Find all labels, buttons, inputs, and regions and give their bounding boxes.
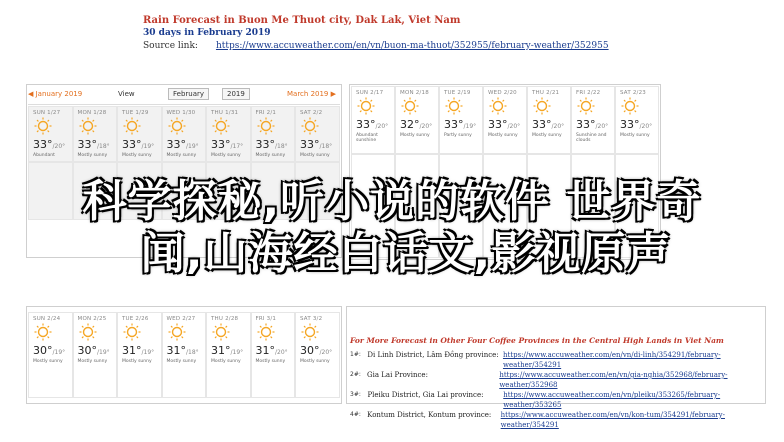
item-name: Gia Lai Province:: [367, 371, 428, 379]
day-cell[interactable]: [206, 106, 251, 162]
weather-icon-wrap: [620, 97, 642, 119]
high-temp: 33°: [77, 138, 97, 151]
page-header: [143, 14, 643, 53]
sun-icon: [356, 97, 378, 115]
more-forecast-item: [350, 390, 770, 410]
low-temp: /19°: [141, 349, 155, 356]
weather-icon-wrap: [33, 323, 55, 345]
high-temp: 31°: [122, 344, 142, 357]
day-temp: [78, 344, 110, 357]
more-forecast-list: [350, 350, 770, 430]
day-cell[interactable]: [28, 312, 73, 398]
item-link[interactable]: https://www.accuweather.com/en/vn/gia-nghia/352968/february-weather/352968: [499, 371, 728, 389]
page-title: Rain Forecast in Buon Me Thuot city, Dak Lak, Viet Nam: [143, 15, 461, 26]
day-temp: [532, 118, 564, 131]
weather-icon-wrap: [122, 323, 144, 345]
high-temp: 30°: [33, 344, 53, 357]
day-condition: Mostly sunny: [122, 153, 152, 158]
sun-icon: [400, 97, 422, 115]
weather-icon-wrap: [356, 97, 378, 119]
sun-icon: [167, 117, 189, 135]
weather-icon-wrap: [78, 117, 100, 139]
day-date: THU 2/28: [211, 316, 239, 322]
item-number: 1#:: [350, 351, 361, 358]
sun-icon: [33, 117, 55, 135]
weather-icon-wrap: [256, 323, 278, 345]
sun-icon: [300, 117, 322, 135]
day-temp: [444, 118, 476, 131]
high-temp: 33°: [620, 118, 640, 131]
day-temp: [122, 138, 154, 151]
weather-icon-wrap: [211, 117, 233, 139]
high-temp: 33°: [488, 118, 508, 131]
day-condition: Mostly sunny: [488, 133, 518, 138]
day-date: SUN 2/24: [33, 316, 61, 322]
low-temp: /19°: [97, 349, 110, 356]
day-cell[interactable]: [351, 86, 395, 154]
day-cell[interactable]: [395, 86, 439, 154]
weather-icon-wrap: [122, 117, 144, 139]
item-name: Kontum District, Kontum province:: [367, 411, 492, 419]
day-condition: Mostly sunny: [166, 153, 197, 158]
day-date: TUE 2/19: [444, 90, 471, 96]
sun-icon: [576, 97, 598, 115]
sun-icon: [620, 97, 642, 115]
day-condition: Mostly sunny: [300, 153, 330, 158]
low-temp: /18°: [275, 143, 288, 150]
low-temp: /18°: [319, 143, 333, 150]
day-temp: [300, 344, 332, 357]
calendar-nav: [28, 86, 340, 105]
high-temp: 31°: [211, 344, 231, 357]
day-condition: Mostly sunny: [400, 133, 430, 138]
day-cell[interactable]: [162, 106, 207, 162]
sun-icon: [444, 97, 466, 115]
day-date: SAT 2/2: [300, 110, 323, 116]
day-condition: Mostly sunny: [255, 153, 286, 158]
day-temp: [620, 118, 652, 131]
low-temp: /18°: [186, 349, 199, 356]
weather-icon-wrap: [444, 97, 466, 119]
high-temp: 33°: [576, 118, 596, 131]
low-temp: /20°: [595, 123, 609, 130]
day-date: MON 2/25: [77, 316, 107, 322]
day-temp: [33, 138, 65, 151]
high-temp: 33°: [356, 118, 376, 131]
day-cell[interactable]: [28, 106, 73, 162]
page-subtitle: 30 days in February 2019: [143, 28, 271, 38]
day-date: WED 1/30: [166, 110, 196, 116]
sun-icon: [122, 117, 144, 135]
high-temp: 33°: [211, 138, 231, 151]
day-date: THU 1/31: [211, 110, 239, 116]
low-temp: /20°: [275, 349, 288, 356]
day-temp: [167, 344, 199, 357]
more-forecast: [350, 336, 770, 430]
day-temp: [33, 344, 65, 357]
day-condition: Abundant sunshine: [356, 133, 378, 143]
day-date: SUN 2/17: [356, 90, 384, 96]
day-condition: Mostly sunny: [620, 133, 650, 138]
low-temp: /20°: [375, 123, 389, 130]
item-link[interactable]: https://www.accuweather.com/en/vn/di-linh/354291/february-weather/354291: [502, 351, 721, 369]
weather-icon-wrap: [78, 323, 100, 345]
day-temp: [256, 138, 288, 151]
day-date: SUN 1/27: [33, 110, 61, 116]
high-temp: 33°: [532, 118, 552, 131]
day-condition: Partly sunny: [444, 133, 472, 138]
high-temp: 33°: [166, 138, 186, 151]
day-temp: [211, 344, 243, 357]
low-temp: /18°: [97, 143, 110, 150]
item-number: 3#:: [350, 391, 361, 398]
day-temp: [211, 138, 243, 151]
weather-icon-wrap: [33, 117, 55, 139]
day-date: TUE 1/29: [122, 110, 149, 116]
low-temp: /19°: [186, 143, 199, 150]
high-temp: 31°: [166, 344, 186, 357]
day-temp: [78, 138, 110, 151]
sun-icon: [122, 323, 144, 341]
low-temp: /19°: [230, 349, 244, 356]
day-cell[interactable]: [117, 312, 162, 398]
day-cell[interactable]: [206, 312, 251, 398]
overlay-caption-line-1: 科学探秘,听小说的软件 世界奇: [82, 176, 702, 227]
high-temp: 30°: [77, 344, 97, 357]
day-condition: Mostly sunny: [77, 359, 108, 364]
day-cell[interactable]: [439, 86, 483, 154]
item-number: 2#:: [350, 371, 361, 378]
bottom-calendar-grid: [28, 312, 340, 398]
day-condition: Mostly sunny: [255, 359, 286, 364]
weather-icon-wrap: [400, 97, 422, 119]
day-condition: Mostly sunny: [532, 133, 562, 138]
day-date: MON 1/28: [77, 110, 107, 116]
day-condition: Mostly sunny: [300, 359, 330, 364]
source-link[interactable]: https://www.accuweather.com/en/vn/buon-ma-thuot/352955/february-weather/352955: [215, 41, 609, 51]
high-temp: 30°: [300, 344, 320, 357]
high-temp: 33°: [300, 138, 320, 151]
sun-icon: [256, 117, 278, 135]
item-link[interactable]: https://www.accuweather.com/en/vn/kon-tum/354291/february-weather/354291: [500, 411, 725, 429]
low-temp: /20°: [551, 123, 565, 130]
overlay-caption-line-2: 闻,山海经白话文,影视原声: [140, 228, 672, 279]
low-temp: /20°: [507, 123, 521, 130]
weather-icon-wrap: [300, 117, 322, 139]
more-forecast-title: For More Forecast in Other Four Coffee Provinces in the Central High Lands in Viet Nam: [350, 336, 724, 345]
day-condition: Mostly sunny: [122, 359, 152, 364]
day-cell[interactable]: [73, 106, 118, 162]
day-temp: [488, 118, 520, 131]
day-date: SAT 3/2: [300, 316, 323, 322]
day-cell[interactable]: [615, 86, 659, 154]
low-temp: /19°: [52, 349, 66, 356]
low-temp: /19°: [463, 123, 477, 130]
day-cell[interactable]: [295, 312, 340, 398]
source-label: Source link:: [143, 41, 198, 51]
day-cell[interactable]: [251, 312, 296, 398]
next-month-link[interactable]: March 2019 ▶: [287, 90, 336, 98]
day-temp: [356, 118, 388, 131]
item-link[interactable]: https://www.accuweather.com/en/vn/pleiku/353265/february-weather/353265: [503, 391, 721, 409]
day-temp: [122, 344, 154, 357]
day-cell[interactable]: [571, 86, 615, 154]
day-date: FRI 2/22: [576, 90, 601, 96]
weather-icon-wrap: [211, 323, 233, 345]
day-date: WED 2/20: [488, 90, 517, 96]
item-number: 4#:: [350, 411, 361, 418]
day-condition: Sunshine and clouds: [576, 133, 607, 143]
weather-icon-wrap: [300, 323, 322, 345]
day-condition: Abundant: [33, 153, 55, 158]
day-condition: Mostly sunny: [77, 153, 108, 158]
day-cell[interactable]: [117, 106, 162, 162]
low-temp: /20°: [319, 349, 333, 356]
day-temp: [256, 344, 288, 357]
sun-icon: [78, 323, 100, 341]
source-line: [143, 40, 643, 53]
low-temp: /20°: [52, 143, 66, 150]
sun-icon: [532, 97, 554, 115]
day-cell[interactable]: [527, 86, 571, 154]
day-temp: [576, 118, 608, 131]
item-name: Di Linh District, Lâm Đồng province:: [367, 351, 499, 359]
sun-icon: [300, 323, 322, 341]
day-date: THU 2/21: [532, 90, 560, 96]
day-date: MON 2/18: [400, 90, 429, 96]
high-temp: 33°: [122, 138, 142, 151]
day-date: FRI 2/1: [255, 110, 277, 116]
high-temp: 33°: [255, 138, 275, 151]
day-cell[interactable]: [73, 312, 118, 398]
more-forecast-item: [350, 350, 770, 370]
day-condition: Mostly sunny: [211, 359, 241, 364]
day-temp: [300, 138, 332, 151]
day-condition: Mostly sunny: [211, 153, 241, 158]
day-cell[interactable]: [295, 106, 340, 162]
day-date: SAT 2/23: [620, 90, 646, 96]
sun-icon: [167, 323, 189, 341]
weather-icon-wrap: [167, 323, 189, 345]
weather-icon-wrap: [256, 117, 278, 139]
day-cell[interactable]: [483, 86, 527, 154]
low-temp: /20°: [639, 123, 653, 130]
sun-icon: [33, 323, 55, 341]
high-temp: 33°: [444, 118, 464, 131]
weather-icon-wrap: [488, 97, 510, 119]
weather-icon-wrap: [576, 97, 598, 119]
weather-icon-wrap: [532, 97, 554, 119]
high-temp: 32°: [400, 118, 420, 131]
day-condition: Mostly sunny: [166, 359, 197, 364]
low-temp: /19°: [141, 143, 155, 150]
low-temp: /17°: [230, 143, 244, 150]
day-date: TUE 2/26: [122, 316, 149, 322]
sun-icon: [211, 323, 233, 341]
sun-icon: [211, 117, 233, 135]
day-date: FRI 3/1: [255, 316, 277, 322]
day-date: WED 2/27: [166, 316, 196, 322]
sun-icon: [256, 323, 278, 341]
day-cell[interactable]: [251, 106, 296, 162]
month-select[interactable]: February: [168, 88, 209, 100]
day-temp: [167, 138, 199, 151]
prev-month-link[interactable]: ◀ January 2019: [28, 90, 83, 98]
low-temp: /20°: [419, 123, 433, 130]
day-cell[interactable]: [162, 312, 207, 398]
day-condition: Mostly sunny: [33, 359, 63, 364]
view-label: View: [118, 90, 135, 98]
year-select[interactable]: 2019: [222, 88, 250, 100]
sun-icon: [488, 97, 510, 115]
day-temp: [400, 118, 432, 131]
sun-icon: [78, 117, 100, 135]
item-name: Pleiku District, Gia Lai province:: [367, 391, 484, 399]
high-temp: 33°: [33, 138, 53, 151]
high-temp: 31°: [255, 344, 275, 357]
more-forecast-item: [350, 410, 770, 430]
weather-icon-wrap: [167, 117, 189, 139]
more-forecast-item: [350, 370, 770, 390]
